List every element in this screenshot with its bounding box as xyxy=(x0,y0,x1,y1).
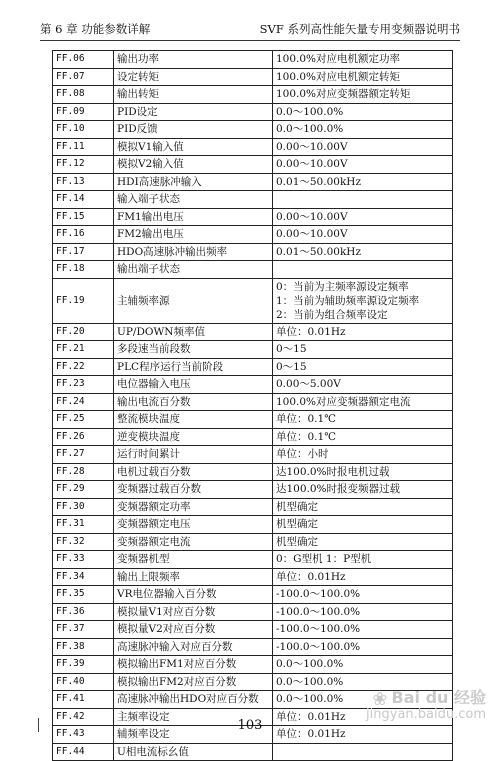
table-row xyxy=(53,68,453,86)
table-row xyxy=(53,743,453,761)
param-code: FF.37 xyxy=(53,621,114,639)
param-value xyxy=(273,586,453,604)
param-value xyxy=(273,121,453,139)
param-value xyxy=(273,68,453,86)
param-code: FF.42 xyxy=(53,708,114,726)
param-value xyxy=(273,358,453,376)
table-row xyxy=(53,341,453,359)
param-value-line: 单位：0.01Hz xyxy=(276,710,346,723)
param-value-line: 100.0%对应变频器额定电流 xyxy=(276,395,411,408)
param-name: 变频器机型 xyxy=(114,551,273,569)
param-code: FF.19 xyxy=(53,278,114,323)
param-name: 变频器额定功率 xyxy=(114,498,273,516)
param-value-line: 0.0～100.0% xyxy=(276,658,344,671)
param-name: 模拟量V1对应百分数 xyxy=(114,603,273,621)
param-name: 输出转矩 xyxy=(114,86,273,104)
param-value xyxy=(273,376,453,394)
param-name: 运行时间累计 xyxy=(114,446,273,464)
param-value-line: 0：G型机 1：P型机 xyxy=(276,553,372,566)
param-value-line: 单位：0.01Hz xyxy=(276,570,346,583)
param-code: FF.14 xyxy=(53,191,114,209)
param-code: FF.13 xyxy=(53,173,114,191)
watermark-brand: Bai du 经验 xyxy=(391,688,486,707)
param-code: FF.29 xyxy=(53,481,114,499)
table-row xyxy=(53,498,453,516)
param-code: FF.38 xyxy=(53,638,114,656)
param-value xyxy=(273,138,453,156)
param-name: 模拟输出FM1对应百分数 xyxy=(114,656,273,674)
param-code: FF.23 xyxy=(53,376,114,394)
param-value xyxy=(273,463,453,481)
table-row xyxy=(53,411,453,429)
param-name: 模拟V1输入值 xyxy=(114,138,273,156)
param-value xyxy=(273,621,453,639)
table-row xyxy=(53,533,453,551)
param-value xyxy=(273,243,453,261)
param-value-line: 0.0～100.0% xyxy=(276,693,344,706)
param-value-line: 0.0～100.0% xyxy=(276,105,344,118)
param-value-line: 达100.0%时报电机过载 xyxy=(276,465,390,478)
param-name: 输入端子状态 xyxy=(114,191,273,209)
param-code: FF.17 xyxy=(53,243,114,261)
param-value xyxy=(273,743,453,761)
param-name: 模拟输出FM2对应百分数 xyxy=(114,673,273,691)
table-row xyxy=(53,568,453,586)
table-row xyxy=(53,638,453,656)
param-code: FF.16 xyxy=(53,226,114,244)
parameter-table-body xyxy=(53,51,453,761)
param-value xyxy=(273,656,453,674)
param-value xyxy=(273,323,453,341)
table-row xyxy=(53,261,453,279)
param-name: 辅频率设定 xyxy=(114,726,273,744)
param-name: FM1输出电压 xyxy=(114,208,273,226)
param-name: 变频器额定电压 xyxy=(114,516,273,534)
param-name: 电机过载百分数 xyxy=(114,463,273,481)
param-value xyxy=(273,278,453,323)
param-value-line: -100.0～100.0% xyxy=(276,640,361,653)
param-code: FF.08 xyxy=(53,86,114,104)
param-value xyxy=(273,341,453,359)
table-row xyxy=(53,516,453,534)
param-code: FF.35 xyxy=(53,586,114,604)
param-value-line: 机型确定 xyxy=(276,518,318,531)
param-value-line: 0～15 xyxy=(276,343,307,356)
param-code: FF.22 xyxy=(53,358,114,376)
param-code: FF.28 xyxy=(53,463,114,481)
table-row xyxy=(53,86,453,104)
param-name: PID设定 xyxy=(114,103,273,121)
param-name: UP/DOWN频率值 xyxy=(114,323,273,341)
param-code: FF.30 xyxy=(53,498,114,516)
param-value xyxy=(273,226,453,244)
param-name: FM2输出电压 xyxy=(114,226,273,244)
param-code: FF.44 xyxy=(53,743,114,761)
param-code: FF.27 xyxy=(53,446,114,464)
param-code: FF.06 xyxy=(53,51,114,69)
param-value-line: 0.0～100.0% xyxy=(276,675,344,688)
table-row xyxy=(53,226,453,244)
table-row xyxy=(53,103,453,121)
param-value xyxy=(273,156,453,174)
param-value xyxy=(273,428,453,446)
param-value xyxy=(273,51,453,69)
table-row xyxy=(53,138,453,156)
param-value xyxy=(273,551,453,569)
param-value-line: 0.01～50.00kHz xyxy=(276,245,361,258)
param-code: FF.43 xyxy=(53,726,114,744)
param-code: FF.26 xyxy=(53,428,114,446)
param-value xyxy=(273,86,453,104)
table-row xyxy=(53,551,453,569)
param-value-line: 0.00～5.00V xyxy=(276,378,341,391)
param-value xyxy=(273,498,453,516)
param-value xyxy=(273,638,453,656)
param-value xyxy=(273,533,453,551)
table-row xyxy=(53,463,453,481)
param-value-line: 0.00～10.00V xyxy=(276,210,348,223)
param-name: HDO高速脉冲输出频率 xyxy=(114,243,273,261)
param-code: FF.40 xyxy=(53,673,114,691)
table-row xyxy=(53,481,453,499)
table-row xyxy=(53,191,453,209)
book-title: SVF 系列高性能矢量专用变频器说明书 xyxy=(259,22,460,36)
param-value-line: 单位：0.01Hz xyxy=(276,728,346,741)
param-value xyxy=(273,261,453,279)
page-number: 103 xyxy=(237,718,263,733)
param-value xyxy=(273,603,453,621)
param-code: FF.36 xyxy=(53,603,114,621)
param-value-line: 0.00～10.00V xyxy=(276,140,348,153)
param-code: FF.15 xyxy=(53,208,114,226)
param-name: 输出端子状态 xyxy=(114,261,273,279)
param-value xyxy=(273,411,453,429)
param-code: FF.09 xyxy=(53,103,114,121)
param-name: 逆变模块温度 xyxy=(114,428,273,446)
param-code: FF.11 xyxy=(53,138,114,156)
param-value-line: -100.0～100.0% xyxy=(276,623,361,636)
param-name: 电位器输入电压 xyxy=(114,376,273,394)
param-value-line: 机型确定 xyxy=(276,535,318,548)
param-value-line: 0：当前为主频率源设定频率 xyxy=(276,280,409,293)
paw-icon: ❀ xyxy=(372,689,388,710)
param-name: 整流模块温度 xyxy=(114,411,273,429)
table-row xyxy=(53,173,453,191)
page-header xyxy=(40,20,460,38)
param-value xyxy=(273,191,453,209)
param-value-line: 0.00～10.00V xyxy=(276,158,348,171)
table-row xyxy=(53,358,453,376)
table-row xyxy=(53,278,453,323)
param-code: FF.39 xyxy=(53,656,114,674)
param-value-line: 100.0%对应变频器额定转矩 xyxy=(276,88,411,101)
param-code: FF.32 xyxy=(53,533,114,551)
param-name: 主辅频率源 xyxy=(114,278,273,323)
param-value xyxy=(273,446,453,464)
param-name: 高速脉冲输出HDO对应百分数 xyxy=(114,691,273,709)
parameter-table xyxy=(52,50,453,761)
param-value xyxy=(273,208,453,226)
param-name: 主频率设定 xyxy=(114,708,273,726)
param-code: FF.20 xyxy=(53,323,114,341)
table-row xyxy=(53,51,453,69)
param-name: 变频器过载百分数 xyxy=(114,481,273,499)
param-value xyxy=(273,481,453,499)
table-row xyxy=(53,393,453,411)
table-row xyxy=(53,156,453,174)
param-name: U相电流标幺值 xyxy=(114,743,273,761)
watermark xyxy=(366,690,486,722)
param-value-line: -100.0～100.0% xyxy=(276,588,361,601)
param-value-line: 0.00～10.00V xyxy=(276,228,348,241)
param-value xyxy=(273,568,453,586)
param-value xyxy=(273,173,453,191)
param-name: 多段速当前段数 xyxy=(114,341,273,359)
param-value-line: 0～15 xyxy=(276,360,307,373)
param-name: PID反馈 xyxy=(114,121,273,139)
param-code: FF.33 xyxy=(53,551,114,569)
param-value-line: 0.0～100.0% xyxy=(276,123,344,136)
param-value-line: 1：当前为辅助频率源设定频率 xyxy=(276,294,420,307)
table-row xyxy=(53,376,453,394)
param-name: 输出上限频率 xyxy=(114,568,273,586)
chapter-title: 第 6 章 功能参数详解 xyxy=(40,22,151,36)
param-code: FF.18 xyxy=(53,261,114,279)
table-row xyxy=(53,446,453,464)
param-name: 高速脉冲输入对应百分数 xyxy=(114,638,273,656)
param-name: HDI高速脉冲输入 xyxy=(114,173,273,191)
param-code: FF.12 xyxy=(53,156,114,174)
param-value-line: 达100.0%时报变频器过载 xyxy=(276,483,401,496)
param-value-line: 100.0%对应电机额定功率 xyxy=(276,53,401,66)
param-code: FF.34 xyxy=(53,568,114,586)
table-row xyxy=(53,621,453,639)
param-name: PLC程序运行当前阶段 xyxy=(114,358,273,376)
param-value xyxy=(273,103,453,121)
param-value-line: 机型确定 xyxy=(276,500,318,513)
watermark-url: jingyan.baidu.com xyxy=(366,707,486,722)
param-name: VR电位器输入百分数 xyxy=(114,586,273,604)
param-value xyxy=(273,393,453,411)
param-code: FF.21 xyxy=(53,341,114,359)
param-value xyxy=(273,516,453,534)
param-value-line: 单位：小时 xyxy=(276,448,329,461)
param-code: FF.10 xyxy=(53,121,114,139)
table-row xyxy=(53,323,453,341)
table-row xyxy=(53,586,453,604)
param-code: FF.24 xyxy=(53,393,114,411)
table-row xyxy=(53,208,453,226)
param-value-line: 100.0%对应电机额定转矩 xyxy=(276,70,401,83)
param-value-line: 单位：0.1℃ xyxy=(276,430,336,443)
param-name: 设定转矩 xyxy=(114,68,273,86)
param-value-line: 2：当前为组合频率设定 xyxy=(276,308,388,321)
param-code: FF.41 xyxy=(53,691,114,709)
table-row xyxy=(53,603,453,621)
param-value-line: 单位：0.01Hz xyxy=(276,325,346,338)
param-value-line: 0.01～50.00kHz xyxy=(276,175,361,188)
param-name: 输出功率 xyxy=(114,51,273,69)
param-name: 变频器额定电流 xyxy=(114,533,273,551)
table-row xyxy=(53,656,453,674)
param-name: 模拟V2输入值 xyxy=(114,156,273,174)
header-divider xyxy=(40,40,460,41)
param-name: 输出电流百分数 xyxy=(114,393,273,411)
table-row xyxy=(53,243,453,261)
table-row xyxy=(53,428,453,446)
param-value-line: 单位：0.1℃ xyxy=(276,413,336,426)
param-code: FF.31 xyxy=(53,516,114,534)
param-code: FF.07 xyxy=(53,68,114,86)
table-row xyxy=(53,121,453,139)
param-value-line: -100.0～100.0% xyxy=(276,605,361,618)
param-code: FF.25 xyxy=(53,411,114,429)
param-name: 模拟量V2对应百分数 xyxy=(114,621,273,639)
